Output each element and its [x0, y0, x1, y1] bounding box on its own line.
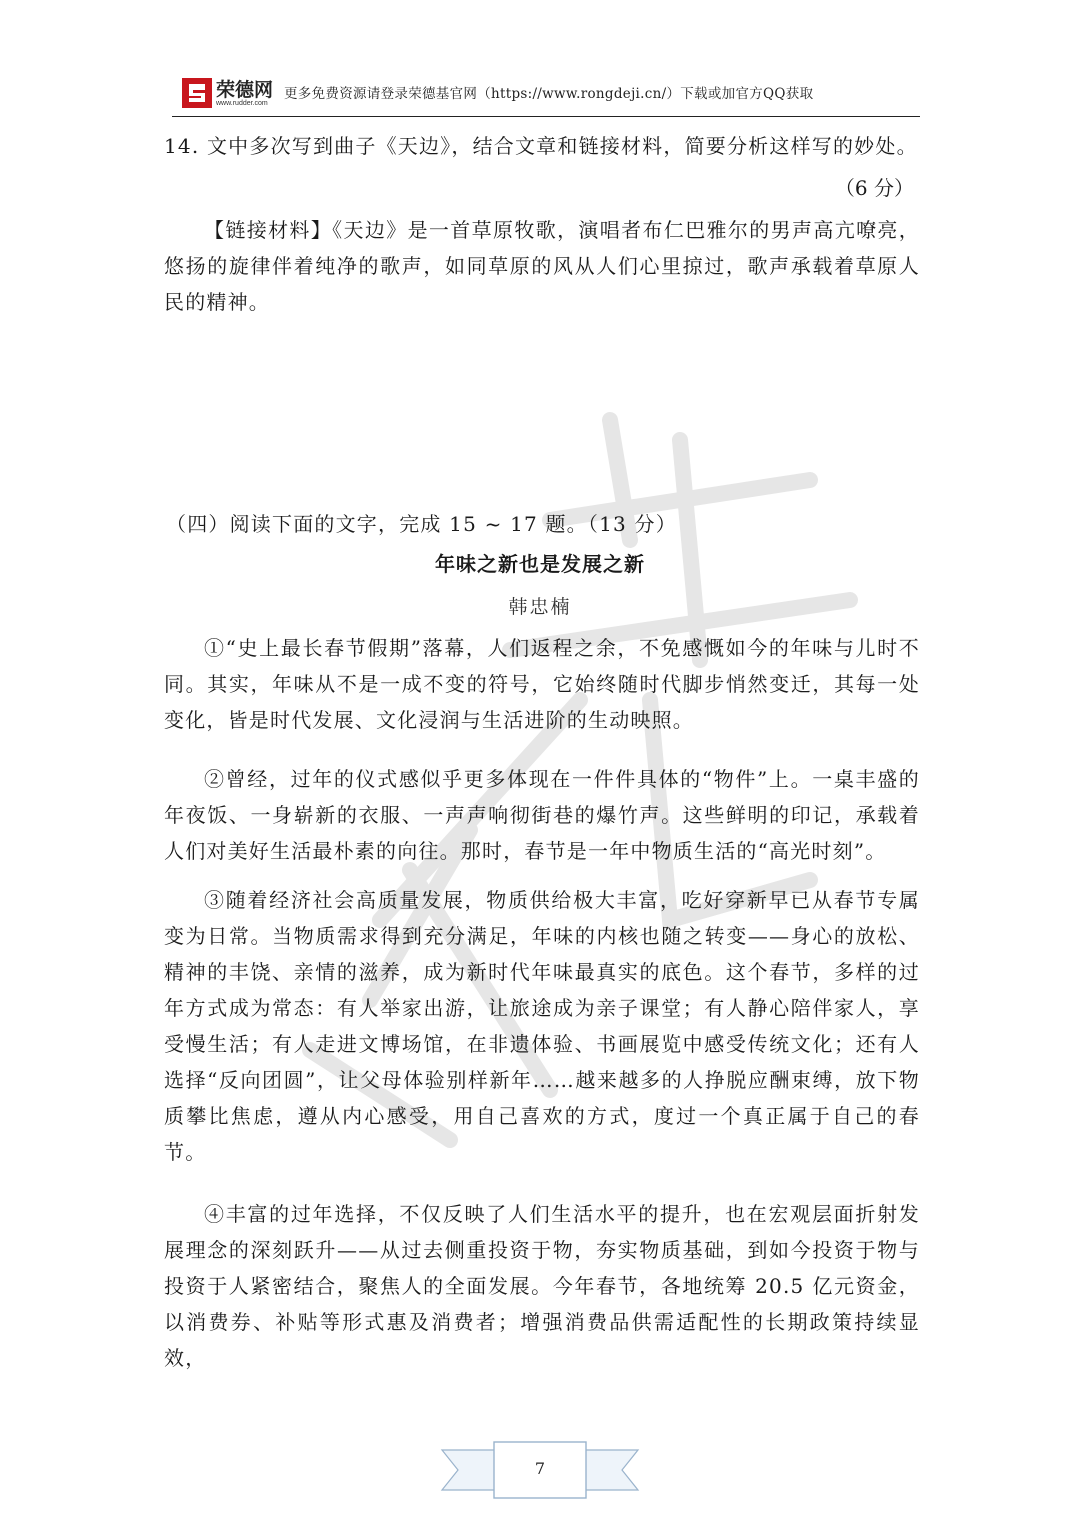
- article-author: 韩忠楠: [508, 596, 572, 618]
- section-4-instruction: （四）阅读下面的文字，完成 15 ~ 17 题。（13 分）: [166, 512, 677, 536]
- logo-name: 荣德网: [216, 79, 274, 101]
- rongde-logo-icon: [182, 78, 212, 108]
- logo-url: www.rudder.com: [216, 100, 268, 107]
- page-header: [172, 70, 920, 117]
- article-title: 年味之新也是发展之新: [435, 552, 645, 576]
- header-note: 更多免费资源请登录荣德基官网（https://www.rongdeji.cn/）下载或加官方QQ获取: [284, 86, 814, 102]
- paragraph-1: ①“史上最长春节假期”落幕，人们返程之余，不免感慨如今的年味与儿时不同。其实，年味从不是一成不变的符号，它始终随时代脚步悄然变迁，其每一处变化，皆是时代发展、文化浸润与生活进阶的生动映照。: [164, 636, 920, 732]
- paragraph-3: ③随着经济社会高质量发展，物质供给极大丰富，吃好穿新早已从春节专属变为日常。当物质需求得到充分满足，年味的内核也随之转变——身心的放松、精神的丰饶、亲情的滋养，成为新时代年味最真实的底色。这个春节，多样的过年方式成为常态：有人举家出游，让旅途成为亲子课堂；有人静心陪伴家人，享受慢生活；有人走进文博场馆，在非遗体验、书画展览中感受传统文化；还有人选择“反向团圆”，让父母体验别样新年……越来越多的人挣脱应酬束缚，放下物质攀比焦虑，遵从内心感受，用自己喜欢的方式，度过一个真正属于自己的春节。: [164, 888, 920, 1164]
- question-14-text: 14. 文中多次写到曲子《天边》，结合文章和链接材料，简要分析这样写的妙处。: [164, 134, 918, 158]
- question-14-points: （6 分）: [834, 176, 914, 200]
- page-number-ribbon: [440, 1440, 640, 1510]
- paragraph-4: ④丰富的过年选择，不仅反映了人们生活水平的提升，也在宏观层面折射发展理念的深刻跃升——从过去侧重投资于物，夯实物质基础，到如今投资于物与投资于人紧密结合，聚焦人的全面发展。今年春节，各地统筹 20.5 亿元资金，以消费券、补贴等形式惠及消费者；增强消费品供需适配性的长期政策持续显效，: [164, 1202, 920, 1370]
- link-material: 【链接材料】《天边》是一首草原牧歌，演唱者布仁巴雅尔的男声高亢嘹亮，悠扬的旋律伴着纯净的歌声，如同草原的风从人们心里掠过，歌声承载着草原人民的精神。: [164, 218, 920, 314]
- paragraph-2: ②曾经，过年的仪式感似乎更多体现在一件件具体的“物件”上。一桌丰盛的年夜饭、一身崭新的衣服、一声声响彻街巷的爆竹声。这些鲜明的印记，承载着人们对美好生活最朴素的向往。那时，春节是一年中物质生活的“高光时刻”。: [164, 767, 920, 863]
- page-number: 7: [534, 1459, 546, 1478]
